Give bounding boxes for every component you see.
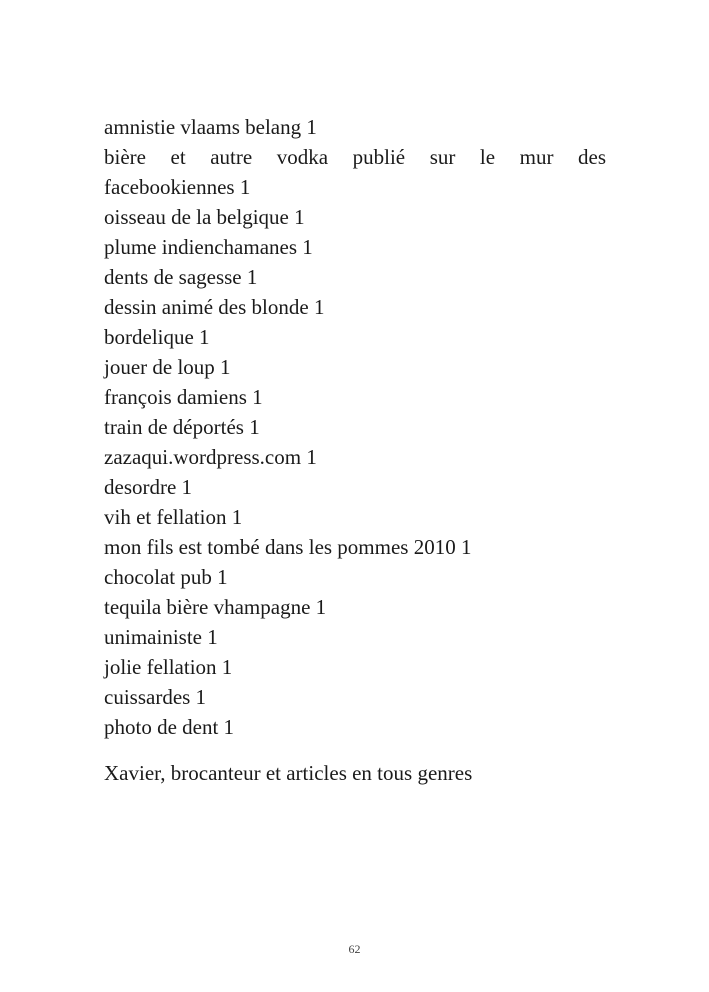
list-item: bordelique 1	[104, 325, 210, 349]
search-terms-list	[104, 112, 606, 742]
list-item: mon fils est tombé dans les pommes 2010 1	[104, 535, 472, 559]
list-item: oisseau de la belgique 1	[104, 205, 305, 229]
list-item: photo de dent 1	[104, 715, 235, 739]
list-item: jolie fellation 1	[104, 655, 233, 679]
list-item: chocolat pub 1	[104, 565, 228, 589]
list-item: amnistie vlaams belang 1	[104, 115, 317, 139]
list-item: unimainiste 1	[104, 625, 218, 649]
list-item: dessin animé des blonde 1	[104, 295, 325, 319]
list-item: plume indienchamanes 1	[104, 235, 313, 259]
list-item: françois damiens 1	[104, 385, 263, 409]
list-item: dents de sagesse 1	[104, 265, 258, 289]
list-item: train de déportés 1	[104, 415, 260, 439]
list-item	[104, 142, 606, 202]
list-item: desordre 1	[104, 475, 193, 499]
list-item: jouer de loup 1	[104, 355, 231, 379]
list-item: vih et fellation 1	[104, 505, 243, 529]
list-item-line: facebookiennes 1	[104, 175, 251, 199]
list-item: zazaqui.wordpress.com 1	[104, 445, 317, 469]
signature-line: Xavier, brocanteur et articles en tous genres	[104, 761, 473, 785]
list-item: tequila bière vhampagne 1	[104, 595, 327, 619]
list-item: cuissardes 1	[104, 685, 207, 709]
list-item-line: bière et autre vodka publié sur le mur des	[104, 145, 606, 169]
page-number: 62	[348, 942, 361, 956]
